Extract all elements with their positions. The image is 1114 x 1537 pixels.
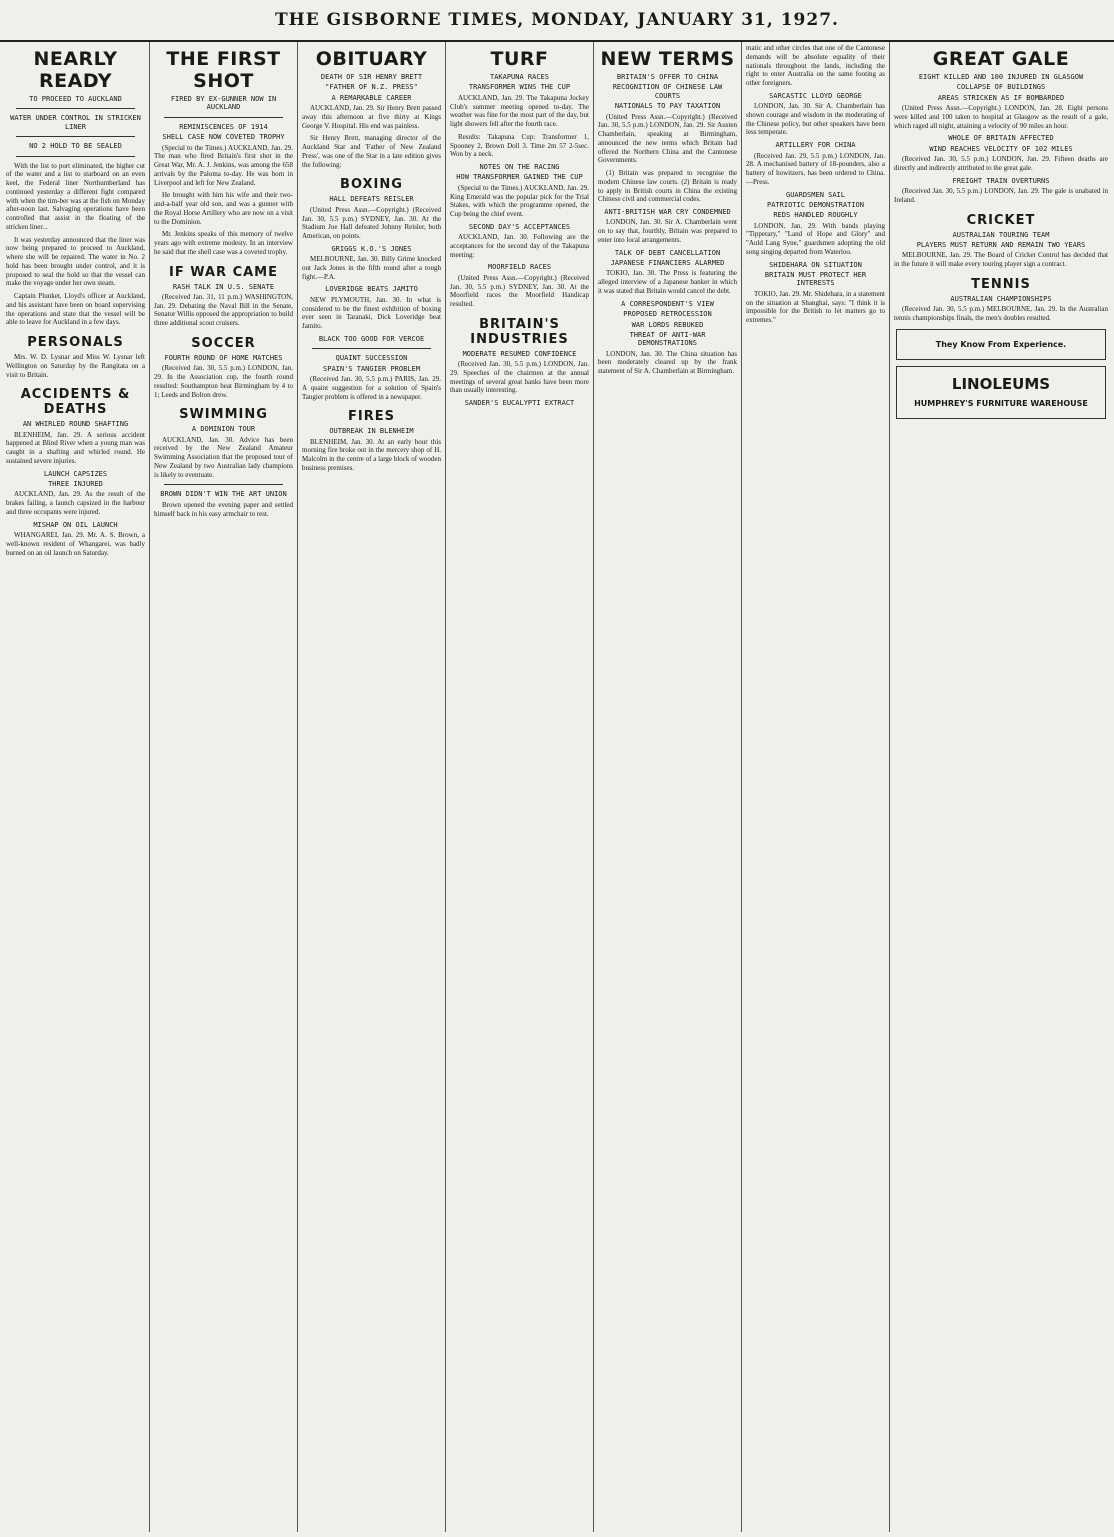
article-paragraph: AUCKLAND, Jan. 30. Following are the acceptances for the second day of the Takapuna meeting: (450, 233, 589, 259)
subhead: SANDER'S EUCALYPTI EXTRACT (464, 399, 575, 408)
section-head: SOCCER (191, 335, 256, 351)
ad-heading: LINOLEUMS (951, 374, 1051, 393)
subhead: LOVERIDGE BEATS JAMITO (325, 285, 418, 294)
article-paragraph: TOKIO, Jan. 29. Mr. Shidehara, in a statement on the situation at Shanghai, says: "I think it is impossible for the British to let matters go to extremes." (746, 289, 885, 325)
subhead: PROPOSED RETROCESSION (623, 310, 712, 319)
article-paragraph: He brought with him his wife and their two-and-a-half year old son, and was a gunner with the Royal Horse Artillery who are now on a visit to the Dominion. (154, 191, 293, 226)
subhead: BRITAIN'S OFFER TO CHINA (616, 73, 719, 81)
ad-heading: They Know From Experience. (935, 339, 1067, 349)
article-paragraph: Mr. Jenkins speaks of this memory of twelve years ago with extreme modesty. In an interview he said that the shell case was a coveted trophy. (154, 230, 293, 256)
article-paragraph: LONDON, Jan. 30. The China situation has been moderately cleared up by the frank statement of Sir A. Chamberlain at Birmingham. (598, 349, 737, 376)
subhead: MODERATE RESUMED CONFIDENCE (462, 349, 577, 358)
column-6 (742, 42, 890, 1532)
article-paragraph: (United Press Assn.—Copyright.) (Received Jan. 30, 5.5 p.m.) SYDNEY, Jan. 30. At the Stadium Joe Hall defeated Johnny Reisler, both American, on points. (302, 205, 441, 241)
subhead: REMINISCENCES OF 1914 (179, 122, 268, 131)
subhead: NATIONALS TO PAY TAXATION (614, 102, 721, 111)
subhead: HALL DEFEATS REISLER (329, 195, 414, 204)
article-paragraph: (Special to the Times.) AUCKLAND, Jan. 29. King Emerald was the popular pick for the Trial Stakes, with which the programme opened, the Cup being the chief event. (450, 183, 589, 219)
article-paragraph: (Special to the Times.) AUCKLAND, Jan. 29. The man who fired Britain's first shot in the Great War, Mr. A. J. Jenkins, was among the 658 arrivals by the Paloma to-day. He was born in Liverpool and left for New Zealand. (154, 143, 293, 187)
subhead: WATER UNDER CONTROL IN STRICKEN LINER (10, 114, 141, 131)
subhead: SECOND DAY'S ACCEPTANCES (468, 222, 571, 231)
column-4 (446, 42, 594, 1532)
advertisement-linoleums (896, 366, 1106, 419)
subhead: A DOMINION TOUR (191, 425, 256, 434)
subhead: TRANSFORMER WINS THE CUP (468, 83, 571, 92)
subhead: THREE INJURED (48, 480, 103, 489)
rule (16, 108, 135, 109)
subhead: BROWN DIDN'T WIN THE ART UNION (160, 490, 287, 499)
subhead: SHELL CASE NOW COVETED TROPHY (162, 133, 285, 142)
subhead: DEATH OF SIR HENRY BRETT (320, 73, 423, 81)
subhead: "FATHER OF N.Z. PRESS" (325, 83, 418, 92)
subhead: TO PROCEED TO AUCKLAND (29, 95, 122, 103)
headline-turf: TURF (490, 48, 549, 70)
article-paragraph: matic and other circles that one of the Cantonese demands will be absolute equality of their nationals throughout the lands, including the right to enter Australia on the same footing as other foreigners. (746, 44, 885, 87)
article-paragraph: AUCKLAND, Jan. 30. Advice has been received by the New Zealand Amateur Swimming Association that the proposed tour of New Zealand by two Australian lady champions is likely to eventuate. (154, 435, 293, 479)
subhead: REDS HANDLED ROUGHLY (773, 211, 858, 220)
subhead: TALK OF DEBT CANCELLATION (614, 248, 721, 257)
subhead: BRITAIN MUST PROTECT HER INTERESTS (764, 271, 867, 288)
headline-nearly-ready: NEARLY READY (33, 48, 118, 92)
article-paragraph: (Received Jan. 30, 5.5 p.m.) PARIS, Jan. 29. A quaint suggestion for a solution of Spain's Tangier problem is offered in a newspaper. (302, 375, 441, 401)
article-paragraph: (Received Jan. 30, 5.5 p.m.) LONDON, Jan. 29. The gale is unabated in Ireland. (894, 187, 1108, 204)
subhead: PATRIOTIC DEMONSTRATION (767, 200, 864, 209)
article-paragraph: LONDON, Jan. 30. Sir A. Chamberlain went on to say that, fourthly, Britain was prepared to enter into local arrangements. (598, 218, 737, 244)
subhead: TAKAPUNA RACES (489, 73, 549, 81)
column-3 (298, 42, 446, 1532)
article-paragraph: AUCKLAND, Jan. 29. Sir Henry Brett passed away this afternoon at five thirty at Kings George V. Hospital. His end was painless. (302, 104, 441, 130)
article-paragraph: WHANGAREI, Jan. 29. Mr. A. S. Brown, a well-known resident of Whangarei, was badly burned on an oil launch on Saturday. (6, 531, 145, 557)
subhead: A REMARKABLE CAREER (331, 93, 412, 102)
article-paragraph: MELBOURNE, Jan. 30. Billy Grime knocked out Jack Jones in the fifth round after a tough fight.—P.A. (302, 255, 441, 281)
advertisement (896, 329, 1106, 360)
article-paragraph: (Received Jan. 30, 5.5 p.m.) LONDON, Jan. 29. Fifteen deaths are directly and indirectly attributed to the great gale. (894, 155, 1108, 172)
article-paragraph: (1) Britain was prepared to recognise the modern Chinese law courts. (2) Britain is ready to apply in British courts in China the existing Chinese civil and commercial codes. (598, 169, 737, 204)
section-head: FIRES (348, 409, 395, 425)
subhead: WHOLE OF BRITAIN AFFECTED (948, 134, 1054, 143)
subhead: WAR LORDS REBUKED (631, 320, 704, 329)
subhead: WIND REACHES VELOCITY OF 102 MILES (929, 144, 1073, 153)
subhead: FREIGHT TRAIN OVERTURNS (952, 176, 1050, 185)
masthead: THE GISBORNE TIMES, MONDAY, JANUARY 31, 1927. (0, 0, 1114, 42)
subhead: HOW TRANSFORMER GAINED THE CUP (456, 173, 583, 182)
column-7 (890, 42, 1112, 1532)
subhead: EIGHT KILLED AND 100 INJURED IN GLASGOW (918, 73, 1084, 81)
subhead: FOURTH ROUND OF HOME MATCHES (164, 353, 283, 362)
section-head: TENNIS (971, 276, 1031, 292)
article-paragraph: (United Press Assn.—Copyright.) (Received Jan. 30, 5.5 p.m.) SYDNEY, Jan. 30. At the Moorfield races the Moorfield Handicap resulted. (450, 273, 589, 309)
article-paragraph: LONDON, Jan. 29. With bands playing "Tipperary," "Land of Hope and Glory" and "Auld Lang Syne," guardsmen adopting the old song singing departed from Waterloo. (746, 221, 885, 256)
article-paragraph: (Received Jan. 30, 5.5 p.m.) LONDON, Jan. 29. Speeches of the chairmen at the annual meetings of several great banks have been more than usually interesting. (450, 360, 589, 395)
subhead: SPAIN'S TANGIER PROBLEM (323, 364, 420, 373)
article-paragraph: (Received Jan. 30, 5.5 p.m.) LONDON, Jan. 29. In the Association cup, the fourth round resulted: Southampton beat Birmingham by 4 to 1; Leeds and Bolton drew. (154, 364, 293, 399)
section-head: SWIMMING (179, 407, 268, 423)
subhead: OUTBREAK IN BLENHEIM (329, 427, 414, 436)
subhead: MISHAP ON OIL LAUNCH (33, 520, 118, 529)
article-paragraph: Mrs. W. D. Lysnar and Miss W. Lysnar left Wellington on Saturday by the Rangitata on a visit to Britain. (6, 353, 145, 379)
subhead: FIRED BY EX-GUNNER NOW IN AUCKLAND (170, 95, 277, 112)
subhead: NOTES ON THE RACING (479, 163, 560, 172)
article-paragraph: With the list to port eliminated, the higher cut of the water and a list to starboard on an even keel, the Federal liner Northumberland has continued yesterday a different fight compared with when the tim-ber was at the fish on Monday after-noon last. Salvaging operations have been controlled that assist in the floating of the stricken liner... (6, 161, 145, 231)
headline-new-terms: NEW TERMS (600, 48, 735, 70)
column-1 (2, 42, 150, 1532)
subhead: AN WHIRLED ROUND SHAFTING (22, 420, 129, 429)
article-paragraph: BLENHEIM, Jan. 29. A serious accident happened at Blind River when a young man was caught in a shafting and whirled round. He sustained severe injuries. (6, 430, 145, 465)
subhead: RASH TALK IN U.S. SENATE (172, 282, 275, 291)
headline-first-shot: THE FIRST SHOT (166, 48, 281, 92)
article-paragraph: It was yesterday announced that the liner was now being prepared to proceed to Auckland, where she will be repaired. The water in No. 2 hold has been brought under control, and it is proposed to seal the hold so that the vessel can make the voyage under her own steam. (6, 235, 145, 288)
section-head: CRICKET (966, 212, 1036, 228)
headline-obituary: OBITUARY (315, 48, 428, 70)
article-paragraph: TOKIO, Jan. 30. The Press is featuring the alleged interview of a Japanese banker in which it was stated that Britain would cancel the debt. (598, 269, 737, 295)
subhead: NO 2 HOLD TO BE SEALED (29, 142, 122, 151)
article-paragraph: (United Press Assn.—Copyright.) (Received Jan. 30, 5.5 p.m.) LONDON, Jan. 29. Sir Austen Chamberlain, speaking at Birmingham, announced the new terms which Britain had offered the Northern China and the Cantonese Governments. (598, 112, 737, 165)
section-head: IF WAR CAME (168, 264, 278, 280)
section-head: BOXING (340, 177, 403, 193)
rule (16, 136, 135, 137)
subhead: THREAT OF ANTI-WAR DEMONSTRATIONS (629, 330, 706, 348)
subhead: COLLAPSE OF BUILDINGS (956, 83, 1046, 92)
headline-great-gale: GREAT GALE (932, 48, 1070, 70)
subhead: SARCASTIC LLOYD GEORGE (769, 91, 862, 100)
article-paragraph: Brown opened the evening paper and settled himself back in his easy armchair to rest. (154, 500, 293, 518)
subhead: MOORFIELD RACES (487, 263, 552, 272)
article-paragraph: MELBOURNE, Jan. 29. The Board of Cricket Control has decided that in the future it will make every touring player sign a contract. (894, 251, 1108, 269)
article-paragraph: Sir Henry Brett, managing director of the Auckland Star and 'Father of New Zealand Press', was one of the Star in a late edition gives the following: (302, 134, 441, 169)
subhead: GUARDSMEN SAIL (785, 190, 845, 199)
subhead: LAUNCH CAPSIZES (43, 469, 108, 478)
article-paragraph: (Received Jan. 29, 5.5 p.m.) LONDON, Jan. 28. A mechanised battery of 18-pounders, also a battery of howitzers, has been ordered to China.—Press. (746, 151, 885, 186)
article-paragraph: (Received Jan. 31, 11 p.m.) WASHINGTON, Jan. 29. Debating the Naval Bill in the Senate, Senator Willis opposed the appropriation to build three additional scout cruisers. (154, 292, 293, 328)
article-paragraph: NEW PLYMOUTH, Jan. 30. In what is considered to be the finest exhibition of boxing ever seen in Taranaki, Dick Loveridge beat Jamito. (302, 295, 441, 331)
subhead: ANTI-BRITISH WAR CRY CONDEMNED (604, 208, 731, 217)
subhead: SHIDEHARA ON SITUATION (769, 260, 862, 269)
rule (164, 117, 283, 118)
subhead: GRIGGS K.O.'S JONES (331, 244, 412, 253)
subhead: PLAYERS MUST RETURN AND REMAIN TWO YEARS (916, 240, 1086, 249)
rule (16, 156, 135, 157)
section-head: PERSONALS (27, 335, 124, 351)
column-5 (594, 42, 742, 1532)
subhead: RECOGNITION OF CHINESE LAW COURTS (612, 83, 723, 100)
article-paragraph: Results: Takapuna Cup: Transformer 1, Spooney 2, Brown Doll 3. Time 2m 57 2-5sec. Won by a neck. (450, 132, 589, 159)
subhead: JAPANESE FINANCIERS ALARMED (610, 259, 725, 268)
subhead: AUSTRALIAN CHAMPIONSHIPS (950, 294, 1052, 303)
rule (164, 484, 283, 485)
subhead: AUSTRALIAN TOURING TEAM (952, 230, 1050, 239)
article-paragraph: AUCKLAND, Jan. 29. The Takapuna Jockey Club's summer meeting opened to-day. The weather was fine for the most part of the day, but light showers fell after the fourth race. (450, 93, 589, 129)
article-paragraph: AUCKLAND, Jan. 29. As the result of the brakes failing, a launch capsized in the harbour and three occupants were injured. (6, 490, 145, 516)
article-paragraph: (Received Jan. 30, 5.5 p.m.) MELBOURNE, Jan. 29. In the Australian tennis championships finals, the men's doubles resulted. (894, 305, 1108, 323)
subhead: AREAS STRICKEN AS IF BOMBARDED (937, 93, 1065, 102)
section-head: BRITAIN'S INDUSTRIES (470, 316, 569, 347)
article-paragraph: Captain Plunket, Lloyd's officer at Auckland, and his assistant have been on board supervising the operations and state that the vessel will be able to leave for Auckland in a few days. (6, 292, 145, 327)
ad-footer: HUMPHREY'S FURNITURE WAREHOUSE (914, 398, 1088, 408)
subhead: A CORRESPONDENT'S VIEW (621, 299, 714, 308)
column-2 (150, 42, 298, 1532)
section-head: ACCIDENTS & DEATHS (20, 387, 131, 418)
subhead: BLACK TOO GOOD FOR VERCOE (318, 334, 425, 343)
article-paragraph: LONDON, Jan. 30. Sir A. Chamberlain has shown courage and wisdom in the moderating of the Chinese policy, but other speakers have been less temperate. (746, 102, 885, 137)
article-paragraph: (United Press Assn.—Copyright.) LONDON, Jan. 28. Eight persons were killed and 100 taken to hospital at Glasgow as the result of a gale, which raged all night, attaining a velocity of 90 miles an hour. (894, 104, 1108, 130)
article-paragraph: BLENHEIM, Jan. 30. At an early hour this morning fire broke out in the mercery shop of H. Malcolm in the centre of a large block of wooden business premises. (302, 437, 441, 472)
subhead: QUAINT SUCCESSION (335, 354, 408, 363)
rule (312, 348, 431, 349)
subhead: ARTILLERY FOR CHINA (775, 141, 856, 150)
